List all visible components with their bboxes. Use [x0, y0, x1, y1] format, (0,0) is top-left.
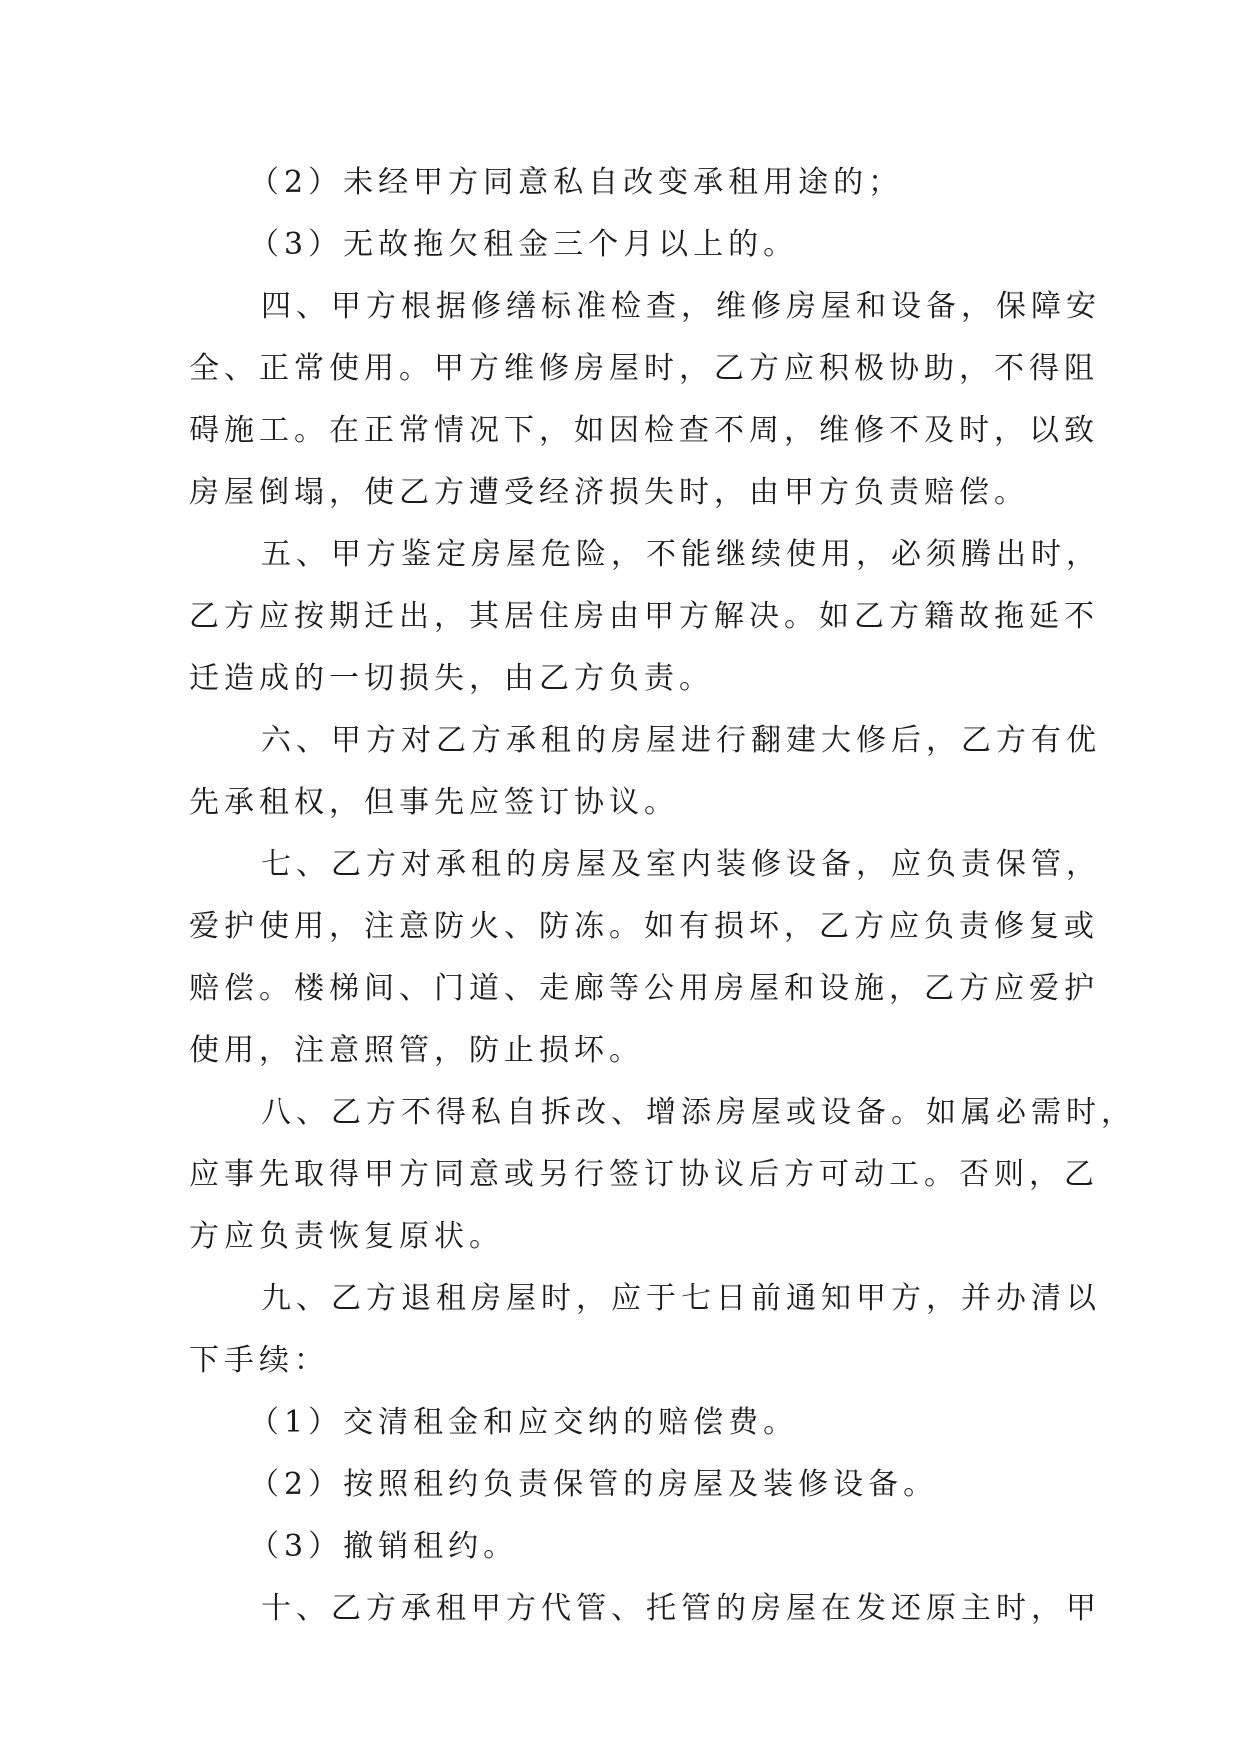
text-line: 碍施工。在正常情况下，如因检查不周，维修不及时，以致	[189, 413, 1099, 448]
text-line: 应事先取得甲方同意或另行签订协议后方可动工。否则，乙	[189, 1157, 1099, 1192]
text-line: 房屋倒塌，使乙方遭受经济损失时，由甲方负责赔偿。	[189, 475, 1029, 510]
text-line: 先承租权，但事先应签订协议。	[189, 785, 679, 820]
text-line: （2）按照租约负责保管的房屋及装修设备。	[249, 1467, 939, 1502]
document-body	[189, 152, 1136, 1640]
text-line: 爱护使用，注意防火、防冻。如有损坏，乙方应负责修复或	[189, 909, 1099, 944]
text-line: （2）未经甲方同意私自改变承租用途的；	[249, 165, 904, 200]
text-line: 迁造成的一切损失，由乙方负责。	[189, 661, 714, 696]
text-line: （3）撤销租约。	[249, 1529, 519, 1564]
text-line: 全、正常使用。甲方维修房屋时，乙方应积极协助，不得阻	[189, 351, 1099, 386]
text-line: 四、甲方根据修缮标准检查，维修房屋和设备，保障安	[261, 289, 1101, 324]
text-line: 使用，注意照管，防止损坏。	[189, 1033, 644, 1068]
text-line: 乙方应按期迁出，其居住房由甲方解决。如乙方籍故拖延不	[189, 599, 1099, 634]
text-line: 赔偿。楼梯间、门道、走廊等公用房屋和设施，乙方应爱护	[189, 971, 1099, 1006]
text-line: 七、乙方对承租的房屋及室内装修设备，应负责保管，	[261, 847, 1101, 882]
text-line: 下手续：	[189, 1343, 329, 1378]
text-line: （1）交清租金和应交纳的赔偿费。	[249, 1405, 799, 1440]
text-line: 八、乙方不得私自拆改、增添房屋或设备。如属必需时，	[261, 1095, 1136, 1130]
text-line: 九、乙方退租房屋时，应于七日前通知甲方，并办清以	[261, 1281, 1101, 1316]
text-line: （3）无故拖欠租金三个月以上的。	[249, 227, 799, 262]
text-line: 方应负责恢复原状。	[189, 1219, 504, 1254]
text-line: 五、甲方鉴定房屋危险，不能继续使用，必须腾出时，	[261, 537, 1101, 572]
text-line: 十、乙方承租甲方代管、托管的房屋在发还原主时，甲	[261, 1591, 1101, 1626]
text-line: 六、甲方对乙方承租的房屋进行翻建大修后，乙方有优	[261, 723, 1101, 758]
